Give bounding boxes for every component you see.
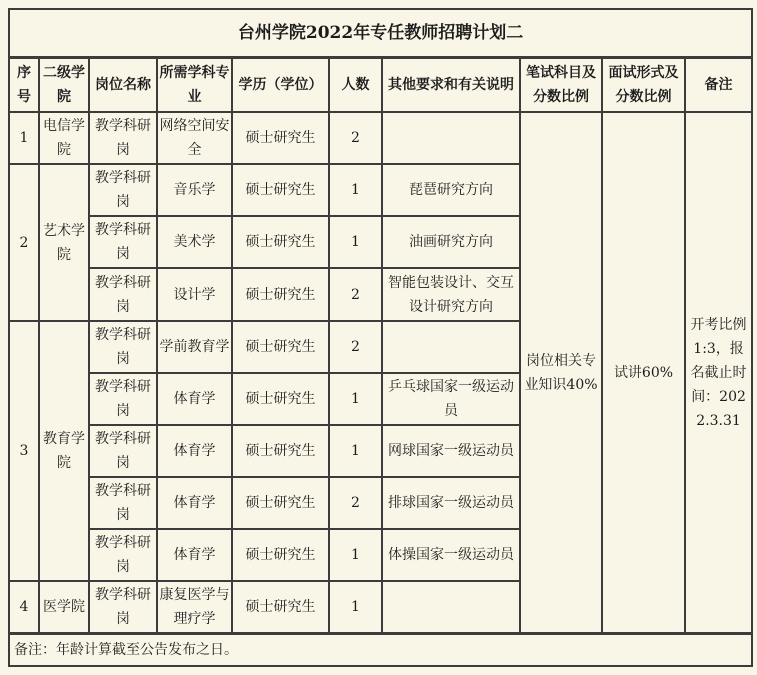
cell-degree: 硕士研究生: [232, 321, 329, 373]
cell-count: 2: [329, 112, 382, 164]
cell-written-test: 岗位相关专业知识40%: [520, 112, 602, 634]
cell-other: [382, 321, 520, 373]
cell-count: 2: [329, 321, 382, 373]
cell-degree: 硕士研究生: [232, 373, 329, 425]
cell-degree: 硕士研究生: [232, 425, 329, 477]
cell-other: 排球国家一级运动员: [382, 477, 520, 529]
cell-college: 医学院: [39, 581, 89, 634]
col-header-count: 人数: [329, 58, 382, 113]
cell-post: 教学科研岗: [89, 477, 157, 529]
col-header-other: 其他要求和有关说明: [382, 58, 520, 113]
col-header-post: 岗位名称: [89, 58, 157, 113]
cell-college: 电信学院: [39, 112, 89, 164]
cell-other: 油画研究方向: [382, 216, 520, 268]
cell-interview: 试讲60%: [602, 112, 685, 634]
cell-count: 1: [329, 216, 382, 268]
col-header-written-test: 笔试科目及分数比例: [520, 58, 602, 113]
cell-major: 学前教育学: [157, 321, 232, 373]
cell-no: 1: [9, 112, 39, 164]
cell-major: 体育学: [157, 529, 232, 581]
footer-note: 备注：年龄计算截至公告发布之日。: [9, 634, 752, 667]
cell-post: 教学科研岗: [89, 321, 157, 373]
cell-degree: 硕士研究生: [232, 268, 329, 321]
cell-major: 网络空间安全: [157, 112, 232, 164]
cell-count: 2: [329, 477, 382, 529]
cell-major: 体育学: [157, 477, 232, 529]
cell-major: 体育学: [157, 425, 232, 477]
col-header-major: 所需学科专业: [157, 58, 232, 113]
cell-other: [382, 581, 520, 634]
cell-degree: 硕士研究生: [232, 581, 329, 634]
cell-no: 2: [9, 164, 39, 321]
cell-count: 1: [329, 425, 382, 477]
cell-post: 教学科研岗: [89, 529, 157, 581]
cell-major: 康复医学与理疗学: [157, 581, 232, 634]
cell-college: 艺术学院: [39, 164, 89, 321]
table-row: [9, 112, 752, 164]
cell-remark: 开考比例1:3，报名截止时间：2022.3.31: [685, 112, 752, 634]
cell-post: 教学科研岗: [89, 164, 157, 216]
cell-post: 教学科研岗: [89, 112, 157, 164]
cell-other: 体操国家一级运动员: [382, 529, 520, 581]
col-header-interview: 面试形式及分数比例: [602, 58, 685, 113]
cell-degree: 硕士研究生: [232, 112, 329, 164]
col-header-remark: 备注: [685, 58, 752, 113]
col-header-degree: 学历（学位）: [232, 58, 329, 113]
cell-post: 教学科研岗: [89, 581, 157, 634]
cell-degree: 硕士研究生: [232, 529, 329, 581]
cell-other: 乒乓球国家一级运动员: [382, 373, 520, 425]
col-header-college: 二级学院: [39, 58, 89, 113]
cell-major: 音乐学: [157, 164, 232, 216]
cell-count: 1: [329, 164, 382, 216]
cell-count: 1: [329, 581, 382, 634]
cell-major: 体育学: [157, 373, 232, 425]
table-title: 台州学院2022年专任教师招聘计划二: [9, 9, 752, 58]
cell-other: 琵琶研究方向: [382, 164, 520, 216]
cell-other: 智能包装设计、交互设计研究方向: [382, 268, 520, 321]
cell-degree: 硕士研究生: [232, 216, 329, 268]
cell-college: 教育学院: [39, 321, 89, 581]
cell-post: 教学科研岗: [89, 373, 157, 425]
cell-count: 2: [329, 268, 382, 321]
cell-degree: 硕士研究生: [232, 477, 329, 529]
cell-no: 4: [9, 581, 39, 634]
cell-other: [382, 112, 520, 164]
cell-other: 网球国家一级运动员: [382, 425, 520, 477]
cell-count: 1: [329, 373, 382, 425]
cell-major: 设计学: [157, 268, 232, 321]
cell-no: 3: [9, 321, 39, 581]
recruitment-table: [8, 8, 753, 667]
cell-degree: 硕士研究生: [232, 164, 329, 216]
cell-post: 教学科研岗: [89, 216, 157, 268]
cell-post: 教学科研岗: [89, 425, 157, 477]
cell-major: 美术学: [157, 216, 232, 268]
col-header-index: 序号: [9, 58, 39, 113]
cell-count: 1: [329, 529, 382, 581]
cell-post: 教学科研岗: [89, 268, 157, 321]
